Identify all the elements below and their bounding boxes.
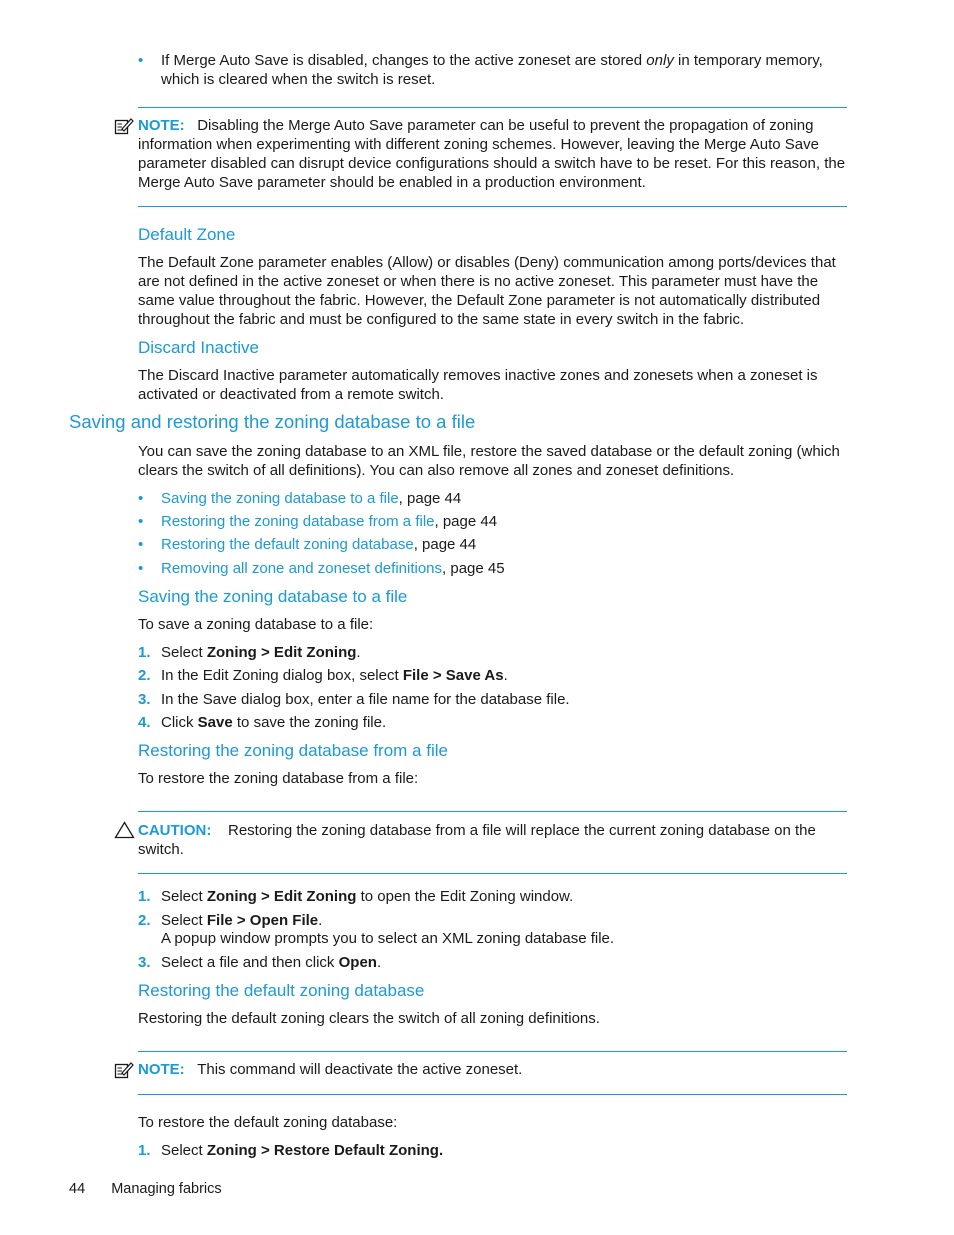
page-number: 44: [69, 1181, 86, 1197]
link-saving-database[interactable]: Saving the zoning database to a file: [161, 490, 399, 507]
caution-text: CAUTION: Restoring the zoning database from a file will replace the current zoning database on the switch.: [138, 822, 816, 858]
list-item: Saving the zoning database to a file, page 44: [161, 490, 462, 507]
saving-heading: Saving the zoning database to a file: [138, 587, 408, 606]
section-intro: You can save the zoning database to an XML file, restore the saved database or the default zoning (which clears the switch of all definitions). You can also remove all zones and zoneset definitions.: [138, 443, 840, 479]
step-number: 3.: [138, 954, 151, 971]
restoring-step: Select File > Open File.: [161, 912, 323, 929]
chapter-title: Managing fabrics: [111, 1181, 222, 1197]
restoring-default-step: Select Zoning > Restore Default Zoning.: [161, 1142, 444, 1159]
step-number: 3.: [138, 691, 151, 708]
saving-intro: To save a zoning database to a file:: [138, 616, 374, 633]
bullet-marker: •: [138, 560, 144, 577]
list-item: Restoring the default zoning database, page 44: [161, 536, 477, 553]
restoring-step-detail: A popup window prompts you to select an XML zoning database file.: [161, 930, 615, 947]
list-item: Restoring the zoning database from a file, page 44: [161, 513, 498, 530]
caution-bottom-rule: [138, 873, 847, 874]
restoring-default-heading: Restoring the default zoning database: [138, 981, 425, 1000]
step-number: 4.: [138, 714, 151, 731]
caution-icon: [114, 821, 135, 839]
note-top-rule: [138, 107, 847, 108]
restoring-step: Select Zoning > Edit Zoning to open the Edit Zoning window.: [161, 888, 574, 905]
saving-step: In the Edit Zoning dialog box, select File > Save As.: [161, 667, 508, 684]
link-restoring-default[interactable]: Restoring the default zoning database: [161, 536, 414, 553]
note-label: NOTE:: [138, 1061, 185, 1078]
page-footer: [69, 1180, 222, 1199]
step-number: 1.: [138, 1142, 151, 1159]
step-number: 2.: [138, 667, 151, 684]
restoring-file-heading: Restoring the zoning database from a file: [138, 741, 448, 760]
note-icon: [114, 1061, 134, 1079]
note-bottom-rule: [138, 1094, 847, 1095]
caution-label: CAUTION:: [138, 822, 212, 839]
link-restoring-database[interactable]: Restoring the zoning database from a file: [161, 513, 435, 530]
bullet-marker: •: [138, 536, 144, 553]
restoring-step: Select a file and then click Open.: [161, 954, 382, 971]
note-icon: [114, 117, 134, 135]
note-top-rule: [138, 1051, 847, 1052]
step-number: 2.: [138, 912, 151, 929]
step-number: 1.: [138, 644, 151, 661]
note-deactivate: NOTE: This command will deactivate the active zoneset.: [138, 1061, 523, 1078]
default-zone-text: The Default Zone parameter enables (Allow) or disables (Deny) communication among ports/devices that are not defined in the active zoneset or when there is no active zoneset. This parameter must have the same value throughout the fabric. However, the Default Zone parameter is not automatically distributed throughout the fabric and must be configured to the same state in every switch in the fabric.: [138, 254, 836, 328]
saving-step: Click Save to save the zoning file.: [161, 714, 387, 731]
bullet-marker: •: [138, 490, 144, 507]
restoring-file-intro: To restore the zoning database from a file:: [138, 770, 419, 787]
bullet-marker: •: [138, 52, 144, 69]
restoring-default-lead: To restore the default zoning database:: [138, 1114, 398, 1131]
discard-inactive-heading: Discard Inactive: [138, 338, 259, 357]
section-heading: Saving and restoring the zoning database to a file: [69, 411, 476, 432]
restoring-default-intro: Restoring the default zoning clears the switch of all zoning definitions.: [138, 1010, 600, 1027]
saving-step: In the Save dialog box, enter a file name for the database file.: [161, 691, 570, 708]
link-removing-definitions[interactable]: Removing all zone and zoneset definitions: [161, 560, 443, 577]
step-number: 1.: [138, 888, 151, 905]
discard-inactive-text: The Discard Inactive parameter automatically removes inactive zones and zonesets when a zoneset is activated or deactivated from a remote switch.: [138, 367, 818, 403]
note-merge-auto-save: NOTE: Disabling the Merge Auto Save parameter can be useful to prevent the propagation of zoning information when experimenting with different zoning schemes. However, leaving the Merge Auto Save parameter disabled can disrupt device configurations should a switch have to be reset. For this reason, the Merge Auto Save parameter should be enabled in a production environment.: [138, 117, 846, 191]
note-bottom-rule: [138, 206, 847, 207]
bullet-marker: •: [138, 513, 144, 530]
note-label: NOTE:: [138, 117, 185, 134]
default-zone-heading: Default Zone: [138, 225, 236, 244]
list-item: Removing all zone and zoneset definitions, page 45: [161, 560, 505, 577]
caution-top-rule: [138, 811, 847, 812]
saving-step: Select Zoning > Edit Zoning.: [161, 644, 361, 661]
merge-auto-save-bullet: If Merge Auto Save is disabled, changes to the active zoneset are stored only in temporary memory, which is cleared when the switch is reset.: [161, 52, 823, 88]
